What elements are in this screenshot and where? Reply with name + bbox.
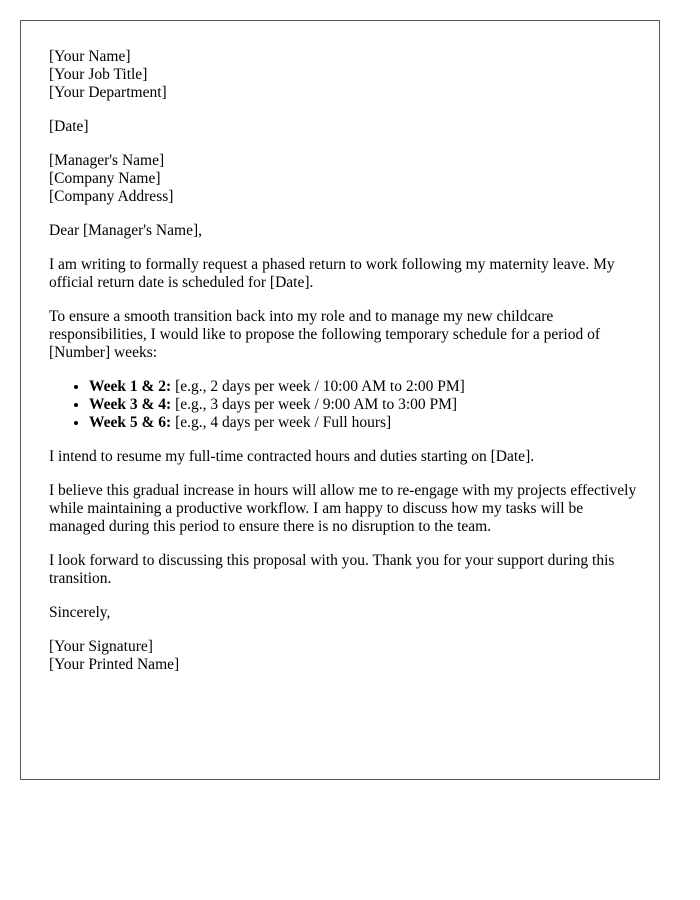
paragraph-closing: I look forward to discussing this proposal with you. Thank you for your support during this transition.	[49, 552, 615, 587]
signature-placeholder: [Your Signature]	[49, 638, 153, 655]
schedule-week-label: Week 5 & 6:	[89, 414, 172, 431]
paragraph-belief: I believe this gradual increase in hours will allow me to re-engage with my projects effectively while maintaining a productive workflow. I am happy to discuss how my tasks will be managed during this period to ensure there is no disruption to the team.	[49, 482, 637, 535]
sender-name: [Your Name]	[49, 48, 131, 65]
schedule-item	[89, 414, 641, 432]
paragraph-proposal: To ensure a smooth transition back into my role and to manage my new childcare responsibilities, I would like to propose the following temporary schedule for a period of [Number] weeks:	[49, 308, 600, 361]
date-block	[49, 118, 641, 136]
schedule-week-detail: [e.g., 4 days per week / Full hours]	[171, 414, 392, 431]
schedule-item	[89, 396, 641, 414]
recipient-manager-name: [Manager's Name]	[49, 152, 165, 169]
recipient-company-address: [Company Address]	[49, 188, 174, 205]
schedule-item	[89, 378, 641, 396]
paragraph-intro: I am writing to formally request a phased return to work following my maternity leave. My official return date is scheduled for [Date].	[49, 256, 615, 291]
schedule-week-label: Week 3 & 4:	[89, 396, 172, 413]
recipient-company-name: [Company Name]	[49, 170, 161, 187]
letter-body	[49, 48, 641, 690]
sender-job-title: [Your Job Title]	[49, 66, 148, 83]
schedule-week-detail: [e.g., 3 days per week / 9:00 AM to 3:00 PM]	[171, 396, 458, 413]
sender-block	[49, 48, 641, 102]
schedule-week-label: Week 1 & 2:	[89, 378, 172, 395]
signature-block	[49, 638, 641, 674]
letter-date: [Date]	[49, 118, 89, 135]
paragraph-resume: I intend to resume my full-time contracted hours and duties starting on [Date].	[49, 448, 535, 465]
schedule-list	[49, 378, 641, 432]
recipient-block	[49, 152, 641, 206]
signoff: Sincerely,	[49, 604, 111, 621]
schedule-week-detail: [e.g., 2 days per week / 10:00 AM to 2:00 PM]	[171, 378, 465, 395]
sender-department: [Your Department]	[49, 84, 167, 101]
printed-name: [Your Printed Name]	[49, 656, 180, 673]
salutation: Dear [Manager's Name],	[49, 222, 202, 239]
